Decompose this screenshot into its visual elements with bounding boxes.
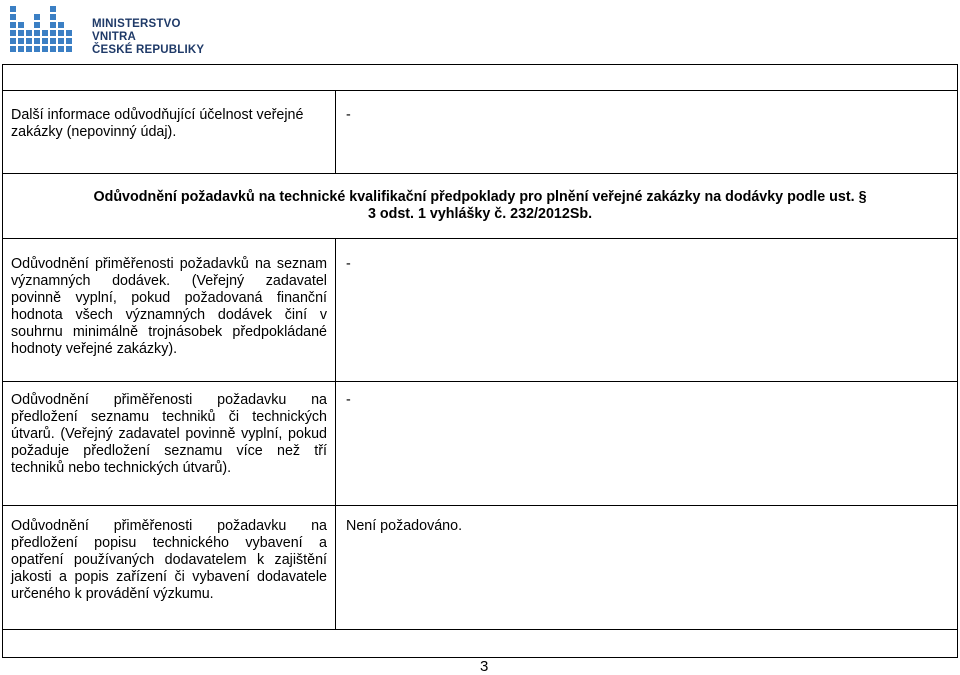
empty-cell-bottom (3, 630, 958, 658)
additional-info-value: - (336, 91, 958, 174)
logo-dots-icon (8, 4, 78, 54)
section-heading: Odůvodnění požadavků na technické kvalifikační předpoklady pro plnění veřejné zakázky na dodávky podle ust. § 3 odst. 1 vyhlášky č. 232/2012Sb. (3, 174, 958, 239)
additional-info-label: Další informace odůvodňující účelnost veřejné zakázky (nepovinný údaj). (3, 91, 336, 174)
significant-deliveries-value: - (336, 239, 958, 382)
table-row-empty (3, 65, 958, 91)
table-row-technical-equipment (3, 506, 958, 630)
technicians-label: Odůvodnění přiměřenosti požadavku na předložení seznamu techniků či technických útvarů. (Veřejný zadavatel povinně vyplní, pokud požaduje předložení seznamu více než tří techniků nebo technických útvarů). (3, 382, 336, 506)
technical-equipment-label: Odůvodnění přiměřenosti požadavku na předložení popisu technického vybavení a opatření používaných dodavatelem k zajištění jakosti a popis zařízení či vybavení dodavatele určeného k provádění výzkumu. (3, 506, 336, 630)
table-row-empty-bottom (3, 630, 958, 658)
table-row-technicians (3, 382, 958, 506)
page-number: 3 (480, 658, 489, 675)
empty-cell (3, 65, 958, 91)
table-row-section-heading (3, 174, 958, 239)
ministry-logo (8, 4, 208, 56)
table-row-significant-deliveries (3, 239, 958, 382)
technicians-value: - (336, 382, 958, 506)
table-row-additional-info (3, 91, 958, 174)
logo-line-2: ČESKÉ REPUBLIKY (92, 44, 205, 56)
justification-table (2, 64, 958, 658)
significant-deliveries-label: Odůvodnění přiměřenosti požadavků na seznam významných dodávek. (Veřejný zadavatel povinně vyplní, pokud požadovaná finanční hodnota všech významných dodávek činí v souhrnu minimálně trojnásobek předpokládané hodnoty veřejné zakázky). (3, 239, 336, 382)
logo-text (92, 18, 208, 57)
technical-equipment-value: Není požadováno. (336, 506, 958, 630)
logo-line-1: MINISTERSTVO VNITRA (92, 18, 181, 43)
